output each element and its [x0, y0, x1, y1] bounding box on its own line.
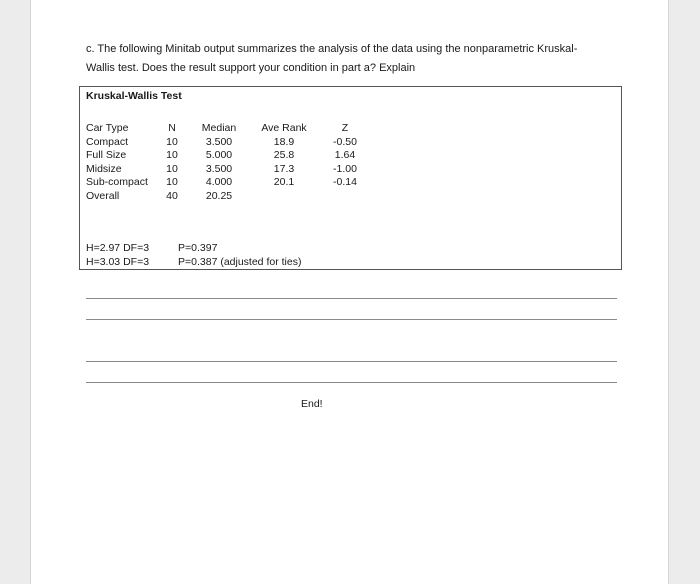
- answer-line: [86, 361, 617, 362]
- stat-h-df: H=2.97 DF=3: [86, 242, 150, 254]
- cell-z: -0.14: [333, 176, 357, 188]
- cell-z: -1.00: [333, 162, 357, 175]
- header-z: Z: [341, 122, 349, 134]
- cell-median: 4.000: [205, 176, 233, 188]
- stat-p-value: P=0.397: [178, 242, 218, 254]
- end-text: End!: [301, 398, 323, 410]
- question-line-1: c. The following Minitab output summarizes the analysis of the data using the nonparametric Kruskal-: [86, 43, 578, 55]
- answer-line: [86, 319, 617, 320]
- output-title: Kruskal-Wallis Test: [86, 90, 182, 102]
- header-car-type: Car Type: [86, 122, 129, 134]
- cell-ave-rank: 18.9: [273, 135, 295, 148]
- cell-median: 5.000: [205, 149, 233, 161]
- cell-ave-rank: 17.3: [273, 162, 295, 175]
- stat-p-value: P=0.387 (adjusted for ties): [178, 256, 302, 268]
- answer-line: [86, 298, 617, 299]
- header-median: Median: [201, 122, 237, 134]
- cell-ave-rank: 25.8: [273, 149, 295, 161]
- question-text: [86, 40, 626, 78]
- cell-z: 1.64: [334, 149, 356, 161]
- cell-n: 10: [166, 176, 178, 188]
- cell-n: 40: [166, 189, 178, 202]
- cell-n: 10: [166, 162, 178, 175]
- header-ave-rank: Ave Rank: [261, 122, 307, 134]
- cell-car-type: Overall: [86, 189, 120, 202]
- question-line-2: Wallis test. Does the result support your condition in part a? Explain: [86, 62, 416, 74]
- minitab-output-box: [79, 86, 622, 270]
- cell-n: 10: [166, 149, 178, 161]
- cell-median: 3.500: [205, 135, 233, 148]
- stat-h-df: H=3.03 DF=3: [86, 256, 150, 268]
- cell-median: 3.500: [205, 162, 233, 175]
- cell-n: 10: [166, 135, 178, 148]
- cell-car-type: Sub-compact: [86, 176, 148, 188]
- cell-median: 20.25: [205, 189, 233, 202]
- cell-car-type: Midsize: [86, 162, 122, 175]
- document-page: [30, 0, 669, 584]
- cell-z: -0.50: [333, 135, 357, 148]
- cell-car-type: Full Size: [86, 149, 127, 161]
- answer-line: [86, 382, 617, 383]
- header-n: N: [168, 122, 176, 134]
- cell-ave-rank: 20.1: [273, 176, 295, 188]
- cell-car-type: Compact: [86, 135, 129, 148]
